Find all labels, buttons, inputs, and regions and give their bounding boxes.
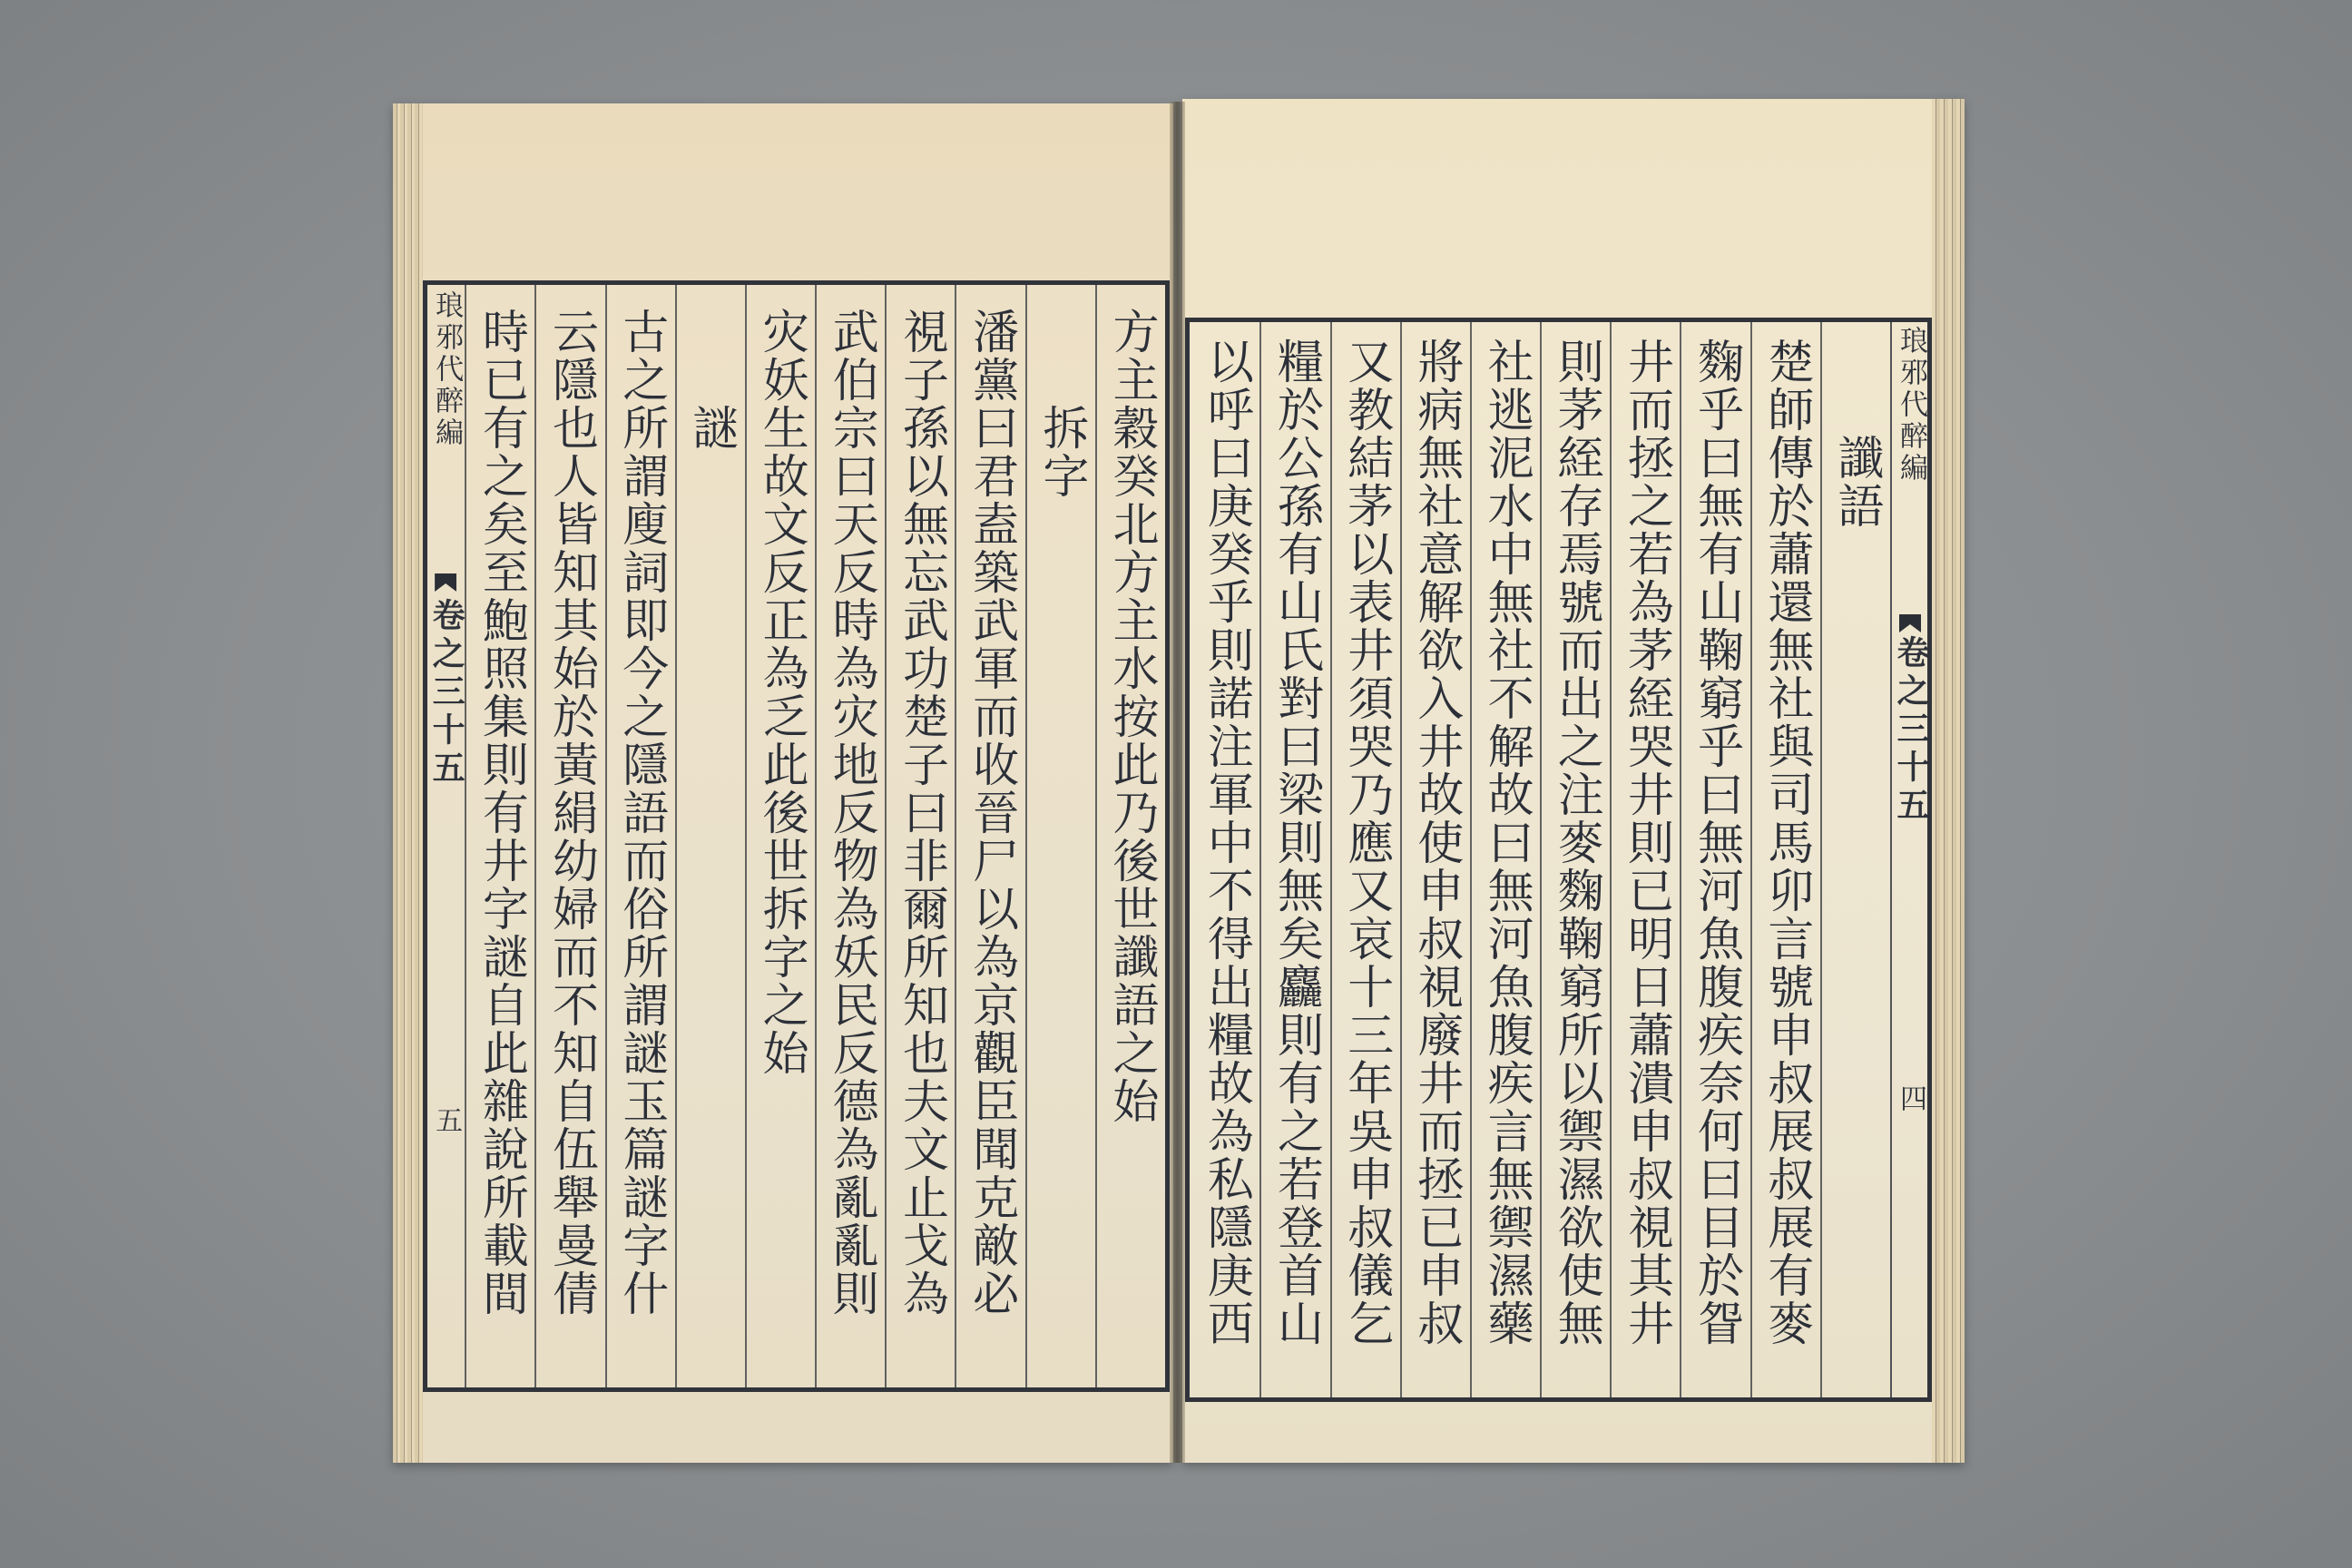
text-column: 社逃泥水中無社不解故曰無河魚腹疾言無禦濕藥 — [1470, 322, 1540, 1397]
text-column: 武伯宗曰天反時為灾地反物為妖民反德為亂亂則 — [815, 285, 885, 1387]
left-page-frame — [423, 280, 1170, 1392]
banxin-volume: 卷之三十五 — [427, 598, 466, 789]
section-heading-chaizi: 拆字 — [1025, 285, 1095, 1387]
text-column: 潘黨曰君盍築武軍而收晉尸以為京觀臣聞克敵必 — [955, 285, 1024, 1387]
banxin-volume: 卷之三十五 — [1892, 635, 1930, 826]
section-heading-mi: 謎 — [675, 285, 745, 1387]
text-column: 古之所謂廋詞即今之隱語而俗所謂謎玉篇謎字什 — [605, 285, 675, 1387]
text-column: 糧於公孫有山氏對曰梁則無矣麤則有之若登首山 — [1259, 322, 1329, 1397]
text-column: 云隱也人皆知其始於黃絹幼婦而不知自伍舉曼倩 — [534, 285, 604, 1387]
banxin-title: 琅邪代醉編 — [430, 290, 464, 449]
text-column: 灾妖生故文反正為乏此後世拆字之始 — [745, 285, 815, 1387]
text-column: 以呼曰庚癸乎則諾注軍中不得出糧故為私隱庚西 — [1199, 338, 1253, 1348]
banxin-title: 琅邪代醉編 — [1895, 326, 1927, 485]
left-page — [393, 103, 1173, 1463]
gutter-shadow — [1170, 102, 1185, 1463]
right-page — [1182, 99, 1965, 1463]
text-column: 方主穀癸北方主水按此乃後世讖語之始 — [1095, 285, 1165, 1387]
text-column: 視子孫以無忘武功楚子曰非爾所知也夫文止戈為 — [885, 285, 955, 1387]
text-column: 又教結茅以表井須哭乃應又哀十三年吳申叔儀乞 — [1330, 322, 1400, 1397]
leaf-number: 四 — [1895, 1084, 1926, 1112]
text-column: 麴乎曰無有山鞠窮乎曰無河魚腹疾奈何曰目於眢 — [1680, 322, 1749, 1397]
right-page-frame — [1185, 318, 1932, 1402]
leaf-number: 五 — [430, 1106, 463, 1133]
banxin-strip — [427, 285, 465, 1387]
banxin-strip — [1890, 322, 1930, 1397]
text-column: 時已有之矣至鮑照集則有井字謎自此雜說所載間 — [465, 285, 534, 1387]
page-stack-edge-left — [393, 103, 423, 1463]
section-heading-chenyu: 讖語 — [1820, 322, 1890, 1397]
fishtail-mark — [1899, 614, 1921, 632]
text-column: 則茅絰存焉號而出之注麥麴鞠窮所以禦濕欲使無 — [1540, 322, 1610, 1397]
fishtail-mark — [435, 573, 456, 592]
text-column: 井而拯之若為茅絰哭井則已明日蕭潰申叔視其井 — [1610, 322, 1680, 1397]
text-column: 楚師傳於蕭還無社與司馬卯言號申叔展叔展有麥 — [1750, 322, 1820, 1397]
text-column: 將病無社意解欲入井故使申叔視廢井而拯已申叔 — [1400, 322, 1470, 1397]
page-stack-edge-right — [1932, 99, 1965, 1463]
